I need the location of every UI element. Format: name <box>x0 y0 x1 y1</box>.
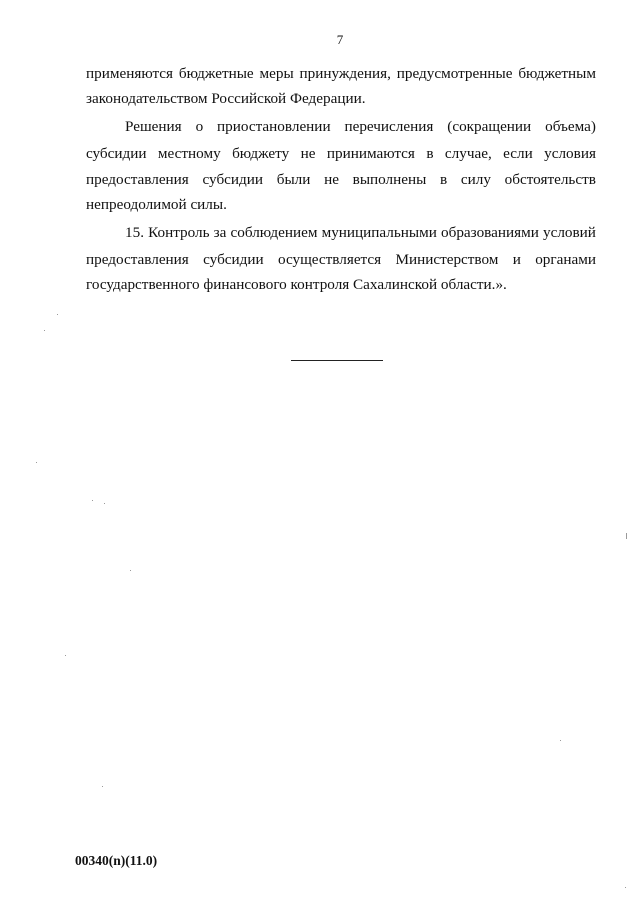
word: образованиями <box>441 224 539 241</box>
word: выполнены <box>352 171 427 188</box>
paragraph-2-line-2 <box>86 145 596 163</box>
page-number: 7 <box>336 32 344 47</box>
word: бюджету <box>232 145 290 162</box>
word: Министерством <box>395 251 499 268</box>
word: Решения <box>125 118 182 135</box>
scan-speck <box>36 462 37 463</box>
word: бюджетным <box>518 65 596 82</box>
scan-speck <box>44 330 45 331</box>
paragraph-3-line-2 <box>86 251 596 269</box>
word: муниципальными <box>321 224 437 241</box>
word: в <box>426 145 434 162</box>
word: применяются <box>86 65 174 82</box>
word: предоставления <box>86 171 189 188</box>
word: приостановлении <box>217 118 331 135</box>
word: о <box>195 118 204 135</box>
scan-speck <box>560 740 561 741</box>
word: соблюдением <box>230 224 318 241</box>
word: за <box>213 224 227 241</box>
scan-speck <box>625 887 626 888</box>
word: объема) <box>545 118 596 135</box>
scan-speck <box>57 314 58 315</box>
word: субсидии <box>86 145 147 162</box>
document-code: 00340(n)(11.0) <box>75 853 158 868</box>
paragraph-1-line-2: законодательством Российской Федерации. <box>86 90 366 107</box>
scan-speck <box>92 500 93 501</box>
word: субсидии <box>203 251 264 268</box>
word: Контроль <box>148 224 210 241</box>
word: были <box>276 171 311 188</box>
paragraph-2-line-1 <box>125 118 596 136</box>
word: принуждения, <box>299 65 391 82</box>
word: предусмотренные <box>396 65 513 82</box>
word: (сокращении <box>447 118 532 135</box>
word: условия <box>544 145 596 162</box>
word: принимаются <box>326 145 415 162</box>
paragraph-2-line-3 <box>86 171 596 189</box>
separator-line <box>291 360 383 361</box>
word: осуществляется <box>277 251 382 268</box>
word: меры <box>259 65 294 82</box>
word: случае, <box>444 145 492 162</box>
word: перечисления <box>344 118 434 135</box>
word: субсидии <box>202 171 264 188</box>
word: местному <box>157 145 221 162</box>
paragraph-3-line-1 <box>125 224 596 242</box>
word: силу <box>460 171 491 188</box>
word: если <box>503 145 533 162</box>
scan-speck <box>102 786 103 787</box>
word: 15. <box>125 224 144 241</box>
word: не <box>324 171 339 188</box>
scan-speck <box>626 533 627 539</box>
word: условий <box>542 224 596 241</box>
word: бюджетные <box>178 65 254 82</box>
scan-speck <box>65 655 66 656</box>
word: в <box>440 171 448 188</box>
word: предоставления <box>86 251 189 268</box>
paragraph-2-line-4: непреодолимой силы. <box>86 196 227 213</box>
paragraph-3-line-3: государственного финансового контроля Сахалинской области.». <box>86 276 507 293</box>
word: и <box>512 251 521 268</box>
word: обстоятельств <box>504 171 596 188</box>
paragraph-1-line-1 <box>86 65 596 83</box>
scan-speck <box>104 503 105 504</box>
word: не <box>300 145 316 162</box>
scan-speck <box>130 570 131 571</box>
word: органами <box>535 251 596 268</box>
